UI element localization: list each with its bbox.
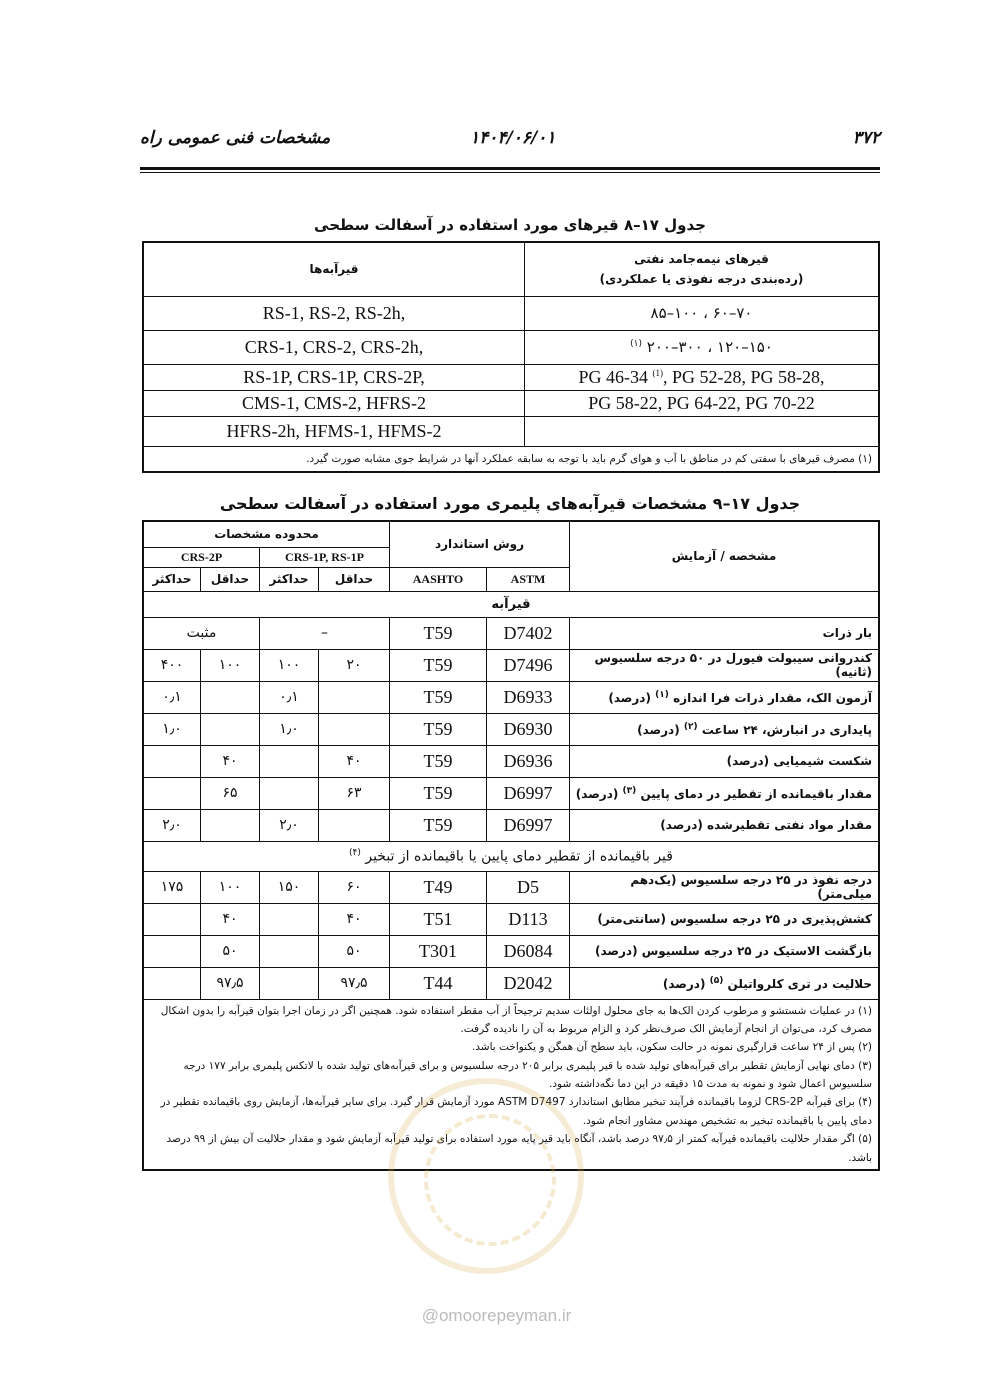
table2-test-text: مقدار باقیمانده از تقطیر در دمای پایین (640, 786, 872, 801)
table1-cell-right: PG 58-22, PG 64-22, PG 70-22 (525, 390, 880, 416)
footnote-ref: (۴) (349, 847, 361, 858)
table2-header-method: روش استاندارد (390, 521, 570, 567)
table2-header-aashto: AASHTO (390, 567, 487, 591)
table2-crs2p-max (143, 903, 201, 935)
table2-crs2p-max: ۲٫۰ (143, 809, 201, 841)
watermark-text: @omoorepeyman.ir (421, 1306, 572, 1325)
table1-header-right-line1: قیرهای نیمه‌جامد نفتی (634, 252, 769, 267)
table2-aashto: T59 (390, 713, 487, 745)
table2-crs2p-max (143, 777, 201, 809)
table2-astm: D5 (487, 871, 570, 903)
table2-test-text: پایداری در انبارش، ۲۴ ساعت (701, 722, 872, 737)
table1 (142, 241, 880, 473)
table2-test-unit: (درصد) (575, 786, 619, 801)
table2-astm: D6084 (487, 935, 570, 967)
table2-crs1p-min (319, 681, 390, 713)
table2-crs1p-max (260, 777, 319, 809)
table2-crs2p-min: ۱۰۰ (201, 871, 260, 903)
header-title: مشخصات فنی عمومی راه (140, 128, 331, 148)
table2-astm: D6997 (487, 809, 570, 841)
table2-crs2p-min: ۴۰ (201, 903, 260, 935)
table-row (143, 649, 879, 681)
table1-cell-right-b: , PG 52-28, PG 58-28, (663, 366, 825, 387)
table2-aashto: T49 (390, 871, 487, 903)
table2-aashto: T301 (390, 935, 487, 967)
table1-header-right (525, 242, 880, 296)
table2-test-text: مقدار مواد نفتی تقطیرشده (درصد) (660, 818, 872, 832)
table-row (143, 713, 879, 745)
table2-section-residue (143, 841, 879, 871)
table2-crs2p-min: ۱۰۰ (201, 649, 260, 681)
table2-aashto: T51 (390, 903, 487, 935)
table2-crs1p-min: ۵۰ (319, 935, 390, 967)
table2-test-text: بازگشت الاستیک در ۲۵ درجه سلسیوس (درصد) (595, 944, 872, 958)
table2-test-name (570, 903, 880, 935)
table2-aashto: T59 (390, 649, 487, 681)
table2-astm: D2042 (487, 967, 570, 999)
table2-crs2p-max (143, 967, 201, 999)
table2-aashto: T59 (390, 745, 487, 777)
table2-crs2p-min: ۵۰ (201, 935, 260, 967)
table1-cell-right (525, 364, 880, 390)
table2-crs1p-max: ۱۵۰ (260, 871, 319, 903)
table2-crs1p-max (260, 903, 319, 935)
table2-test-name (570, 935, 880, 967)
table2-section-emulsion: قیرآبه (143, 591, 879, 617)
table2-test-text: شکست شیمیایی (درصد) (726, 754, 872, 768)
table1-note: (۱) مصرف قیرهای با سفتی کم در مناطق با آب و هوای گرم باید با توجه به سابقه عملکرد آنها در شرایط جوی مشابه صورت گیرد. (143, 446, 879, 472)
table2-crs1p-max (260, 935, 319, 967)
table2-astm: D113 (487, 903, 570, 935)
table2-header-astm: ASTM (487, 567, 570, 591)
table1-cell-left: HFRS-2h, HFMS-1, HFMS-2 (143, 416, 525, 446)
table2-header-crs1p: CRS-1P, RS-1P (260, 547, 390, 567)
table2-crs1p-max (260, 745, 319, 777)
table2-crs1p-min: ۴۰ (319, 903, 390, 935)
page-header (140, 124, 880, 164)
table2-footnote: (۴) برای قیرآبه CRS-2P لزوما باقیمانده فرآیند تبخیر مطابق استاندارد ASTM D7497 مورد آزمایش قرار گیرد. برای سایر قیرآبه‌ها، آزمایش روی باقیمانده تقطیر در دمای پایین یا باقیمانده تبخیر به تشخیص مهندس مشاور انجام شود. (160, 1096, 872, 1127)
table1-cell-left: RS-1, RS-2, RS-2h, (143, 296, 525, 330)
table2-test-unit: (درصد) (608, 690, 651, 705)
header-rule-thick (140, 167, 880, 170)
table2-crs2p-min: ۴۰ (201, 745, 260, 777)
table2-crs1p-min: ۴۰ (319, 745, 390, 777)
table2-test-name (570, 809, 880, 841)
table2 (142, 520, 880, 1171)
table2-test-name (570, 777, 880, 809)
table2-crs1p-min (319, 713, 390, 745)
table1-cell-right: ۷۰–۶۰ ، ۱۰۰–۸۵ (525, 296, 880, 330)
table2-crs2p-max: ۱۷۵ (143, 871, 201, 903)
table2-range-crs1p: – (260, 617, 390, 649)
table2-crs1p-min: ۹۷٫۵ (319, 967, 390, 999)
table2-header-min: حداقل (319, 567, 390, 591)
footnote-ref: (۳) (622, 785, 637, 796)
table2-test-name (570, 871, 880, 903)
table2-test-text: آزمون الک، مقدار ذرات فرا اندازه (673, 690, 872, 705)
header-date: ۱۴۰۴/۰۶/۰۱ (470, 128, 556, 148)
table2-aashto: T59 (390, 681, 487, 713)
table2-crs1p-max: ۲٫۰ (260, 809, 319, 841)
watermark-seal (388, 1078, 584, 1274)
table2-crs2p-min (201, 809, 260, 841)
table2-aashto: T59 (390, 617, 487, 649)
table1-cell-left: CRS-1, CRS-2, CRS-2h, (143, 330, 525, 364)
table2-astm: D6997 (487, 777, 570, 809)
table2-test-name (570, 649, 880, 681)
table2-crs2p-max: ۴۰۰ (143, 649, 201, 681)
footnote-ref: (۱) (630, 339, 642, 349)
table2-crs2p-max (143, 935, 201, 967)
table2-header-max: حداکثر (143, 567, 201, 591)
page-number: ۳۷۲ (852, 128, 880, 148)
table2-test-name (570, 967, 880, 999)
table-row (143, 777, 879, 809)
table2-range-crs2p: مثبت (143, 617, 260, 649)
table2-test-name: بار ذرات (570, 617, 880, 649)
footnote-ref: (۵) (709, 975, 724, 986)
table2-test-name (570, 713, 880, 745)
table-row (143, 681, 879, 713)
table2-footnote: (۱) در عملیات شستشو و مرطوب کردن الک‌ها به جای محلول اولئات سدیم ترجیحاً از آب مقطر استفاده شود. همچنین اگر در زمان اجرا بتوان قیرآبه را بدون اشکال مصرف کرد، می‌توان از انجام آزمایش الک صرف‌نظر کرد و الزام مربوط به آن را نادیده گرفت. (160, 1004, 872, 1035)
table2-caption: جدول ۱۷–۹ مشخصات قیرآبه‌های پلیمری مورد استفاده در آسفالت سطحی (219, 494, 801, 513)
table2-crs1p-min: ۶۳ (319, 777, 390, 809)
table2-crs2p-min (201, 681, 260, 713)
table2-header-crs2p: CRS-2P (143, 547, 260, 567)
table1-cell-right-text: ۱۵۰–۱۲۰ ، ۳۰۰–۲۰۰ (646, 338, 773, 356)
table2-crs1p-min (319, 809, 390, 841)
table2-astm: D6936 (487, 745, 570, 777)
table1-cell-left: CMS-1, CMS-2, HFRS-2 (143, 390, 525, 416)
table2-aashto: T44 (390, 967, 487, 999)
table2-footnote: (۵) اگر مقدار حلالیت باقیمانده قیرآبه کمتر از ۹۷٫۵ درصد باشد، آنگاه باید قیر پایه مورد استفاده برای تولید قیرآبه آزمایش شود و مقدار حلالیت آن بیش از ۹۹ درصد باشد. (166, 1133, 872, 1164)
table1-header-left: قیرآبه‌ها (143, 242, 525, 296)
table2-crs2p-min: ۹۷٫۵ (201, 967, 260, 999)
table2-crs1p-max (260, 967, 319, 999)
table2-aashto: T59 (390, 777, 487, 809)
table2-test-name (570, 745, 880, 777)
table2-crs2p-min (201, 713, 260, 745)
table-row (143, 745, 879, 777)
table2-astm: D7402 (487, 617, 570, 649)
table-row (143, 903, 879, 935)
table2-test-text: درجه نفوذ در ۲۵ درجه سلسیوس (یک‌دهم میلی‌متر) (630, 873, 872, 901)
table2-crs1p-min: ۶۰ (319, 871, 390, 903)
table2-footnote: (۲) پس از ۲۴ ساعت قرارگیری نمونه در حالت سکون، باید سطح آن همگن و یکنواخت باشد. (471, 1041, 872, 1054)
table2-test-unit: (درصد) (637, 722, 680, 737)
table2-body-residue (143, 871, 879, 999)
table1-cell-right (525, 330, 880, 364)
table2-test-name (570, 681, 880, 713)
table2-header-min: حداقل (201, 567, 260, 591)
table2-crs2p-max: ۱٫۰ (143, 713, 201, 745)
table2-crs2p-max: ۰٫۱ (143, 681, 201, 713)
table2-astm: D6930 (487, 713, 570, 745)
table1-header-right-line2: (رده‌بندی درجه نفوذی یا عملکردی) (599, 272, 804, 287)
header-rule-thin (140, 172, 880, 173)
table2-aashto: T59 (390, 809, 487, 841)
table1-cell-left: RS-1P, CRS-1P, CRS-2P, (143, 364, 525, 390)
table2-footnote: (۳) دمای نهایی آزمایش تقطیر برای قیرآبه‌های تولید شده با قیر پلیمری برابر ۲۰۵ درجه سلسیوس و برای قیرآبه‌های تولید شده با لاتکس پلیمری برابر ۱۷۷ درجه سلسیوس اعمال شود و نمونه به مدت ۱۵ دقیقه در این دما نگه‌داشته شود. (183, 1059, 872, 1090)
table2-crs1p-max: ۱۰۰ (260, 649, 319, 681)
table2-test-text: حلالیت در تری کلرواتیلن (727, 976, 872, 991)
table1-cell-right-a: PG 46-34 (578, 366, 648, 387)
table-row (143, 809, 879, 841)
table2-test-text: کندروانی سیبولت فیورل در ۵۰ درجه سلسیوس (ثانیه) (594, 651, 872, 679)
table1-cell-right (525, 416, 880, 446)
table2-header-range: محدوده مشخصات (143, 521, 390, 547)
table2-crs1p-max: ۱٫۰ (260, 713, 319, 745)
table2-crs1p-min: ۲۰ (319, 649, 390, 681)
table2-header-spec: مشخصه / آزمایش (570, 521, 880, 591)
table2-body-emulsion (143, 649, 879, 841)
table-row (143, 935, 879, 967)
footnote-ref: (1) (652, 367, 663, 378)
table2-crs1p-max: ۰٫۱ (260, 681, 319, 713)
footnote-ref: (۲) (683, 721, 698, 732)
table2-test-text: کشش‌پذیری در ۲۵ درجه سلسیوس (سانتی‌متر) (597, 912, 872, 926)
table-row (143, 967, 879, 999)
table2-header-max: حداکثر (260, 567, 319, 591)
table1-caption: جدول ۱۷–۸ قیرهای مورد استفاده در آسفالت سطحی (314, 216, 706, 234)
table2-astm: D6933 (487, 681, 570, 713)
table2-crs2p-min: ۶۵ (201, 777, 260, 809)
table2-crs2p-max (143, 745, 201, 777)
footnote-ref: (۱) (655, 689, 669, 700)
table-row (143, 871, 879, 903)
table2-section-residue-text: قیر باقیمانده از تقطیر دمای پایین یا باقیمانده از تبخیر (365, 848, 673, 865)
table2-test-unit: (درصد) (662, 976, 706, 991)
table2-astm: D7496 (487, 649, 570, 681)
